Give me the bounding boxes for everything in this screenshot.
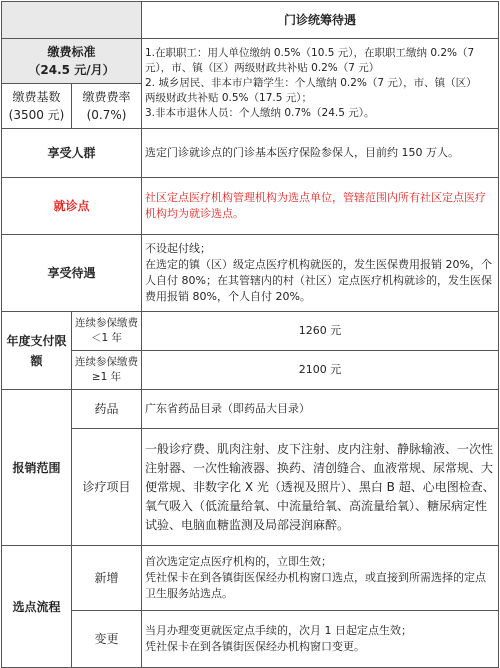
process-new-row: [2, 546, 499, 611]
annual-row1-label: 连续参保缴费＜1 年: [72, 312, 142, 351]
benefit-label: 享受待遇: [2, 235, 142, 312]
fee-base-cell: [2, 84, 72, 129]
fee-rate-cell: [72, 84, 142, 129]
benefit-line: 在选定的镇（区）级定点医疗机构就医的，发生医保费用报销 20%，个: [145, 258, 492, 271]
process-new-label: 新增: [72, 546, 142, 611]
fee-base-value: (3500 元): [8, 108, 65, 122]
process-new-line: 卫生服务站选点。: [145, 587, 233, 600]
fee-base-label: 缴费基数: [12, 90, 61, 104]
fee-standard-label: 缴费标准: [47, 45, 96, 59]
scope-item-label: 诊疗项目: [72, 429, 142, 546]
fee-standard-cell: [2, 39, 142, 84]
clinic-text: 社区定点医疗机构管理机构为选点单位，管辖范围内所有社区定点医疗机构均为就诊选点。: [142, 178, 499, 235]
process-new-line: 首次选定定点医疗机构的，立即生效；: [145, 555, 332, 568]
benefit-line: 人自付 80%；在其管辖内的村（社区）定点医疗机构就诊的，发生医保: [145, 274, 492, 287]
scope-drug-text: 广东省药品目录（即药品大目录）: [142, 390, 499, 429]
scope-drug-label: 药品: [72, 390, 142, 429]
process-change-text: [142, 611, 499, 668]
fee-desc-line: 元），市、镇（区）两级财政共补贴 0.2%（7 元）: [145, 62, 380, 74]
crowd-row: [2, 129, 499, 178]
fee-desc-line: 2. 城乡居民、非本市户籍学生：个人缴纳 0.2%（7 元），市、镇（区）: [145, 77, 477, 89]
title-blank-cell: [2, 2, 142, 39]
annual-row1-value: 1260 元: [142, 312, 499, 351]
fee-rate-label: 缴费费率: [82, 90, 131, 104]
crowd-text: 选定门诊就诊点的门诊基本医疗保险参保人，目前约 150 万人。: [142, 129, 499, 178]
process-label: 选点流程: [2, 546, 72, 668]
process-change-line: 当月办理变更就医定点手续的，次月 1 日起定点生效；: [145, 624, 412, 637]
fee-desc-line: 1.在职职工：用人单位缴纳 0.5%（10.5 元），在职职工缴纳 0.2%（7: [145, 47, 475, 59]
outpatient-benefit-table: [1, 1, 499, 668]
fee-desc-line: 两级财政共补贴 0.5%（17.5 元）；: [145, 92, 312, 104]
process-new-text: [142, 546, 499, 611]
benefit-table-wrapper: [1, 1, 498, 668]
scope-label: 报销范围: [2, 390, 72, 546]
annual-row2-value: 2100 元: [142, 351, 499, 390]
process-change-line: 凭社保卡在到各镇街医保经办机构窗口变更。: [145, 640, 365, 653]
process-new-line: 凭社保卡在到各镇街医保经办机构窗口选点，或直接到所需选择的定点: [145, 571, 486, 584]
annual-limit-label: 年度支付限额: [2, 312, 72, 390]
benefit-text: [142, 235, 499, 312]
fee-standard-row: [2, 39, 499, 84]
fee-rate-value: (0.7%): [86, 108, 127, 122]
scope-drug-row: [2, 390, 499, 429]
fee-desc-line: 3.非本市退休人员：个人缴纳 0.7%（24.5 元）。: [145, 107, 375, 119]
process-change-row: [2, 611, 499, 668]
clinic-label: 就诊点: [2, 178, 142, 235]
clinic-row: [2, 178, 499, 235]
benefit-line: 不设起付线；: [145, 242, 211, 255]
annual-limit-row-1: [2, 312, 499, 351]
crowd-label: 享受人群: [2, 129, 142, 178]
annual-row2-label: 连续参保缴费≥1 年: [72, 351, 142, 390]
table-title-row: [2, 2, 499, 39]
annual-limit-row-2: [2, 351, 499, 390]
fee-standard-value: （24.5 元/月）: [28, 63, 115, 77]
benefit-line: 费用报销 80%，个人自付 20%。: [145, 290, 311, 303]
process-change-label: 变更: [72, 611, 142, 668]
scope-item-row: [2, 429, 499, 546]
scope-item-text: 一般诊疗费、肌肉注射、皮下注射、皮内注射、静脉输液、一次性注射器、一次性输液器、换药、清创缝合、血液常规、尿常规、大便常规、非数字化 X 光（透视及照片）、黑白 B 超、心电图检查、氧气吸入（低流量给氧、中流量给氧、高流量给氧）、糖尿病定性试验、电脑血糖监测及局部浸润麻醉。: [142, 429, 499, 546]
fee-description: [142, 39, 499, 129]
table-title: 门诊统筹待遇: [142, 2, 499, 39]
benefit-row: [2, 235, 499, 312]
